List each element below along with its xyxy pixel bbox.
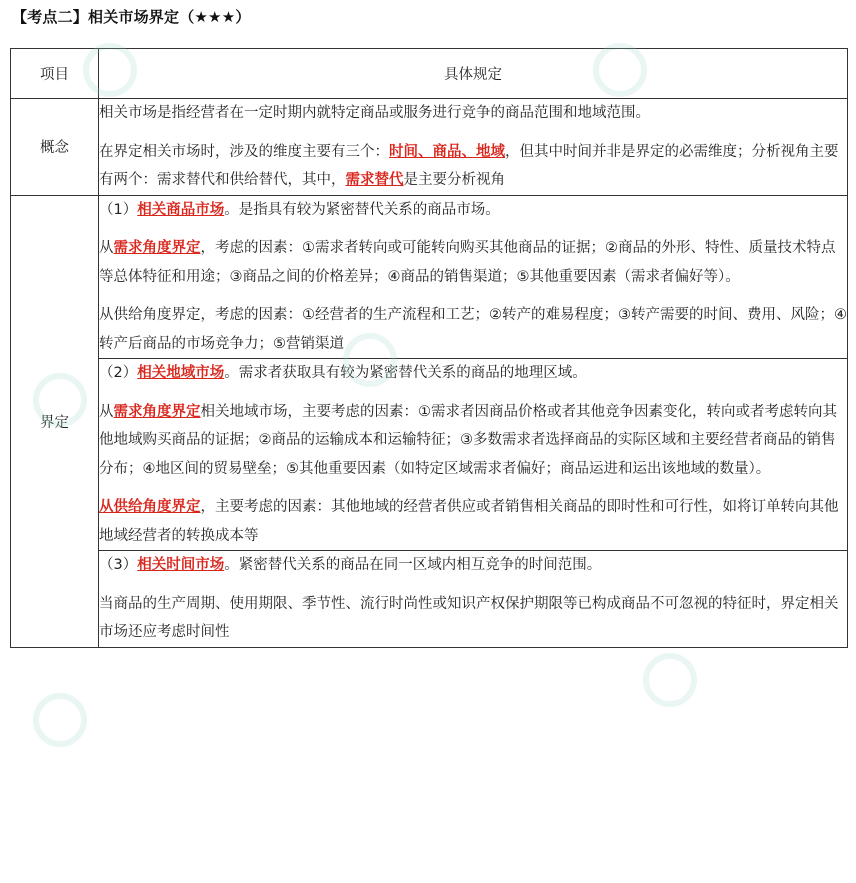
emphasis-product-market: 相关商品市场: [137, 201, 225, 218]
concept-label: 概念: [11, 99, 99, 196]
header-detail: 具体规定: [99, 49, 848, 99]
concept-row: [11, 99, 848, 196]
region-demand-factors: 从需求角度界定相关地域市场，主要考虑的因素：①需求者因商品价格或者其他竞争因素变化，转向或者考虑转向其他地域购买商品的证据；②商品的运输成本和运输特征；③多数需求者选择商品的实际区域和主要经营者商品的销售分布；④地区间的贸易壁垒；⑤其他重要因素（如特定区域需求者偏好；商品运进和运出该地域的数量）。: [99, 403, 837, 477]
time-market-cell: [99, 551, 848, 648]
product-market-row: [11, 195, 848, 359]
header-item: 项目: [11, 49, 99, 99]
rules-table: [10, 48, 848, 648]
time-market-heading: （3）相关时间市场。紧密替代关系的商品在同一区域内相互竞争的时间范围。: [99, 557, 602, 573]
emphasis-demand-angle: 需求角度界定: [113, 240, 201, 256]
product-demand-factors: 从需求角度界定，考虑的因素：①需求者转向或可能转向购买其他商品的证据；②商品的外形、特性、质量技术特点等总体特征和用途；③商品之间的价格差异；④商品的销售渠道；⑤其他重要因素（需求者偏好等）。: [99, 240, 836, 285]
concept-definition: 相关市场是指经营者在一定时期内就特定商品或服务进行竞争的商品范围和地域范围。: [99, 105, 650, 121]
region-market-row: [11, 359, 848, 551]
watermark-circle: [30, 690, 90, 750]
emphasis-region-market: 相关地域市场: [137, 365, 225, 381]
concept-cell: [99, 99, 848, 196]
product-market-heading: （1）相关商品市场。是指具有较为紧密替代关系的商品市场。: [99, 201, 500, 218]
define-label: 界定: [11, 195, 99, 647]
time-market-row: [11, 551, 848, 648]
emphasis-demand-substitution: 需求替代: [345, 172, 404, 188]
time-market-consideration: 当商品的生产周期、使用期限、季节性、流行时尚性或知识产权保护期限等已构成商品不可忽视的特征时，界定相关市场还应考虑时间性: [99, 595, 839, 640]
emphasis-supply-angle: 从供给角度界定: [99, 499, 201, 515]
region-market-cell: [99, 359, 848, 551]
emphasis-dimensions: 时间、商品、地域: [389, 143, 505, 160]
emphasis-demand-angle: 需求角度界定: [113, 403, 201, 420]
product-supply-factors: 从供给角度界定，考虑的因素：①经营者的生产流程和工艺；②转产的难易程度；③转产需要的时间、费用、风险；④转产后商品的市场竞争力；⑤营销渠道: [99, 307, 847, 352]
product-market-cell: [99, 195, 848, 359]
page-title: 【考点二】相关市场界定（★★★）: [12, 8, 251, 26]
region-supply-factors: 从供给角度界定，主要考虑的因素：其他地域的经营者供应或者销售相关商品的即时性和可行性，如将订单转向其他地域经营者的转换成本等: [99, 499, 839, 544]
watermark-circle: [640, 650, 700, 710]
concept-dimensions: 在界定相关市场时，涉及的维度主要有三个：时间、商品、地域，但其中时间并非是界定的必需维度；分析视角主要有两个：需求替代和供给替代，其中，需求替代是主要分析视角: [99, 143, 839, 188]
table-header-row: [11, 49, 848, 99]
emphasis-time-market: 相关时间市场: [137, 557, 225, 573]
region-market-heading: （2）相关地域市场。需求者获取具有较为紧密替代关系的商品的地理区域。: [99, 365, 587, 381]
